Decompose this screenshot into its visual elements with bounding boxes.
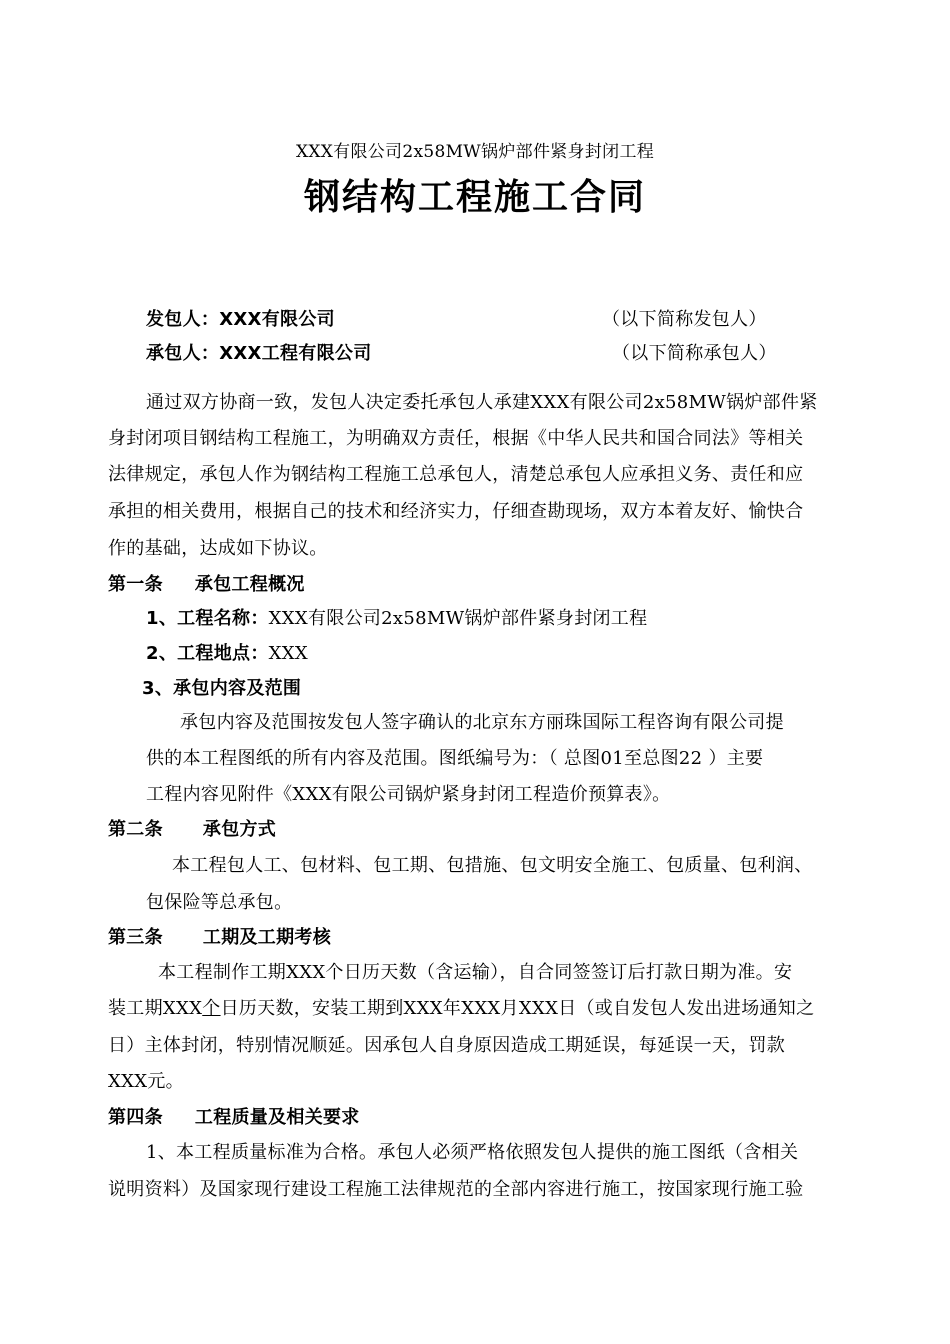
scope-line: 工程内容见附件《XXX有限公司锅炉紧身封闭工程造价预算表》。 bbox=[146, 784, 671, 805]
intro-line: 身封闭项目钢结构工程施工，为明确双方责任，根据《中华人民共和国合同法》等相关 bbox=[108, 428, 804, 449]
article-title: 承包工程概况 bbox=[194, 574, 305, 595]
article-number: 第二条 bbox=[108, 819, 163, 840]
item-value: XXX有限公司2x58MW锅炉部件紧身封闭工程 bbox=[268, 608, 648, 629]
document-title: 钢结构工程施工合同 bbox=[303, 177, 646, 218]
body-line: 说明资料）及国家现行建设工程施工法律规范的全部内容进行施工，按国家现行施工验 bbox=[108, 1179, 804, 1200]
contractor-note: （以下简称承包人） bbox=[612, 343, 777, 364]
text-span: 装工期XXX bbox=[108, 998, 203, 1019]
article-heading bbox=[108, 1106, 360, 1130]
document-subtitle: XXX有限公司2x58MW锅炉部件紧身封闭工程 bbox=[295, 142, 655, 162]
body-line: 本工程制作工期XXX个日历天数（含运输），自合同签签订后打款日期为准。安 bbox=[158, 962, 793, 983]
intro-line: 承担的相关费用，根据自己的技术和经济实力，仔细查勘现场，双方本着友好、愉快合 bbox=[108, 501, 804, 522]
article-title: 工程质量及相关要求 bbox=[194, 1107, 360, 1128]
body-line: 日）主体封闭，特别情况顺延。因承包人自身原因造成工期延误，每延误一天，罚款 bbox=[108, 1035, 786, 1056]
article-number: 第三条 bbox=[108, 927, 163, 948]
underlined-text: 个 bbox=[202, 998, 221, 1019]
article-title: 工期及工期考核 bbox=[202, 927, 332, 948]
intro-line: 通过双方协商一致，发包人决定委托承包人承建XXX有限公司2x58MW锅炉部件紧 bbox=[146, 392, 818, 413]
item-scope-heading: 3、承包内容及范围 bbox=[142, 678, 302, 699]
item-label: 1、工程名称： bbox=[146, 608, 269, 629]
text-span: 日历天数，安装工期到XXX年XXX月XXX日（或自发包人发出进场通知之 bbox=[220, 998, 815, 1019]
intro-line: 法律规定，承包人作为钢结构工程施工总承包人，清楚总承包人应承担义务、责任和应 bbox=[108, 464, 804, 485]
body-line: 1、本工程质量标准为合格。承包人必须严格依照发包人提供的施工图纸（含相关 bbox=[146, 1142, 799, 1163]
article-number: 第一条 bbox=[108, 574, 163, 595]
article-heading bbox=[108, 818, 276, 842]
employer-note: （以下简称发包人） bbox=[602, 309, 767, 330]
intro-line: 作的基础，达成如下协议。 bbox=[108, 538, 328, 559]
article-number: 第四条 bbox=[108, 1107, 163, 1128]
body-line bbox=[108, 997, 814, 1021]
scope-line: 供的本工程图纸的所有内容及范围。图纸编号为：（ 总图01至总图22 ）主要 bbox=[146, 748, 764, 769]
body-line: 包保险等总承包。 bbox=[146, 892, 293, 913]
article-heading bbox=[108, 926, 331, 950]
scope-line: 承包内容及范围按发包人签字确认的北京东方丽珠国际工程咨询有限公司提 bbox=[180, 712, 784, 733]
body-line: 本工程包人工、包材料、包工期、包措施、包文明安全施工、包质量、包利润、 bbox=[172, 855, 813, 876]
item-project-location bbox=[146, 642, 308, 666]
contractor-label: 承包人：XXX工程有限公司 bbox=[146, 343, 372, 364]
employer-label: 发包人：XXX有限公司 bbox=[146, 309, 335, 330]
item-label: 2、工程地点： bbox=[146, 643, 269, 664]
article-heading bbox=[108, 573, 305, 597]
item-value: XXX bbox=[268, 643, 308, 664]
article-title: 承包方式 bbox=[202, 819, 277, 840]
item-project-name bbox=[146, 607, 647, 631]
body-line: XXX元。 bbox=[108, 1071, 184, 1092]
